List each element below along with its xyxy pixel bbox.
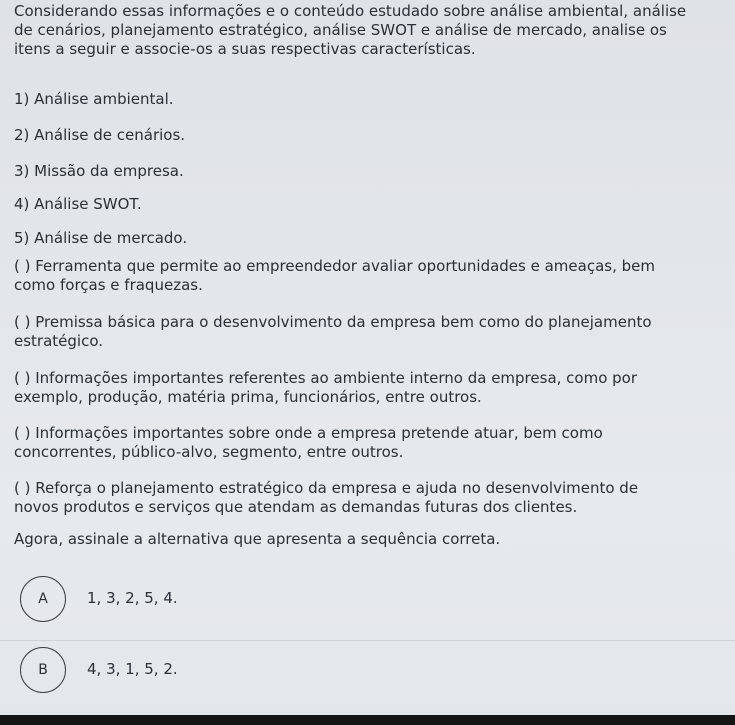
statement-3: ( ) Informações importantes referentes ao ambiente interno da empresa, como por exemplo, produção, matéria prima, funcionários, entre outros. bbox=[14, 369, 638, 406]
option-a-text[interactable]: 1, 3, 2, 5, 4. bbox=[87, 589, 178, 607]
statement-4: ( ) Informações importantes sobre onde a empresa pretende atuar, bem como concorrentes, público-alvo, segmento, entre outros. bbox=[14, 424, 603, 461]
question-intro: Considerando essas informações e o conteúdo estudado sobre análise ambiental, análise de cenários, planejamento estratégico, análise SWOT e análise de mercado, analise os itens a seguir e associe-os a suas respectivas características. bbox=[14, 2, 687, 58]
option-b-letter[interactable]: B bbox=[20, 647, 66, 693]
option-b-text[interactable]: 4, 3, 1, 5, 2. bbox=[87, 660, 178, 678]
item-2: 2) Análise de cenários. bbox=[14, 126, 186, 144]
item-4: 4) Análise SWOT. bbox=[14, 195, 142, 213]
statement-5: ( ) Reforça o planejamento estratégico da empresa e ajuda no desenvolvimento de novos produtos e serviços que atendam as demandas futuras dos clientes. bbox=[14, 479, 639, 516]
item-3: 3) Missão da empresa. bbox=[14, 162, 184, 180]
item-1: 1) Análise ambiental. bbox=[14, 90, 174, 108]
item-5: 5) Análise de mercado. bbox=[14, 229, 188, 247]
screen-bottom-edge bbox=[0, 715, 735, 725]
option-a[interactable] bbox=[0, 568, 735, 630]
option-a-letter[interactable]: A bbox=[20, 576, 66, 622]
question-prompt: Agora, assinale a alternativa que apresenta a sequência correta. bbox=[14, 530, 501, 548]
statement-2: ( ) Premissa básica para o desenvolvimento da empresa bem como do planejamento estratégico. bbox=[14, 313, 652, 350]
option-b[interactable] bbox=[0, 640, 735, 702]
statement-1: ( ) Ferramenta que permite ao empreendedor avaliar oportunidades e ameaças, bem como forças e fraquezas. bbox=[14, 257, 655, 294]
